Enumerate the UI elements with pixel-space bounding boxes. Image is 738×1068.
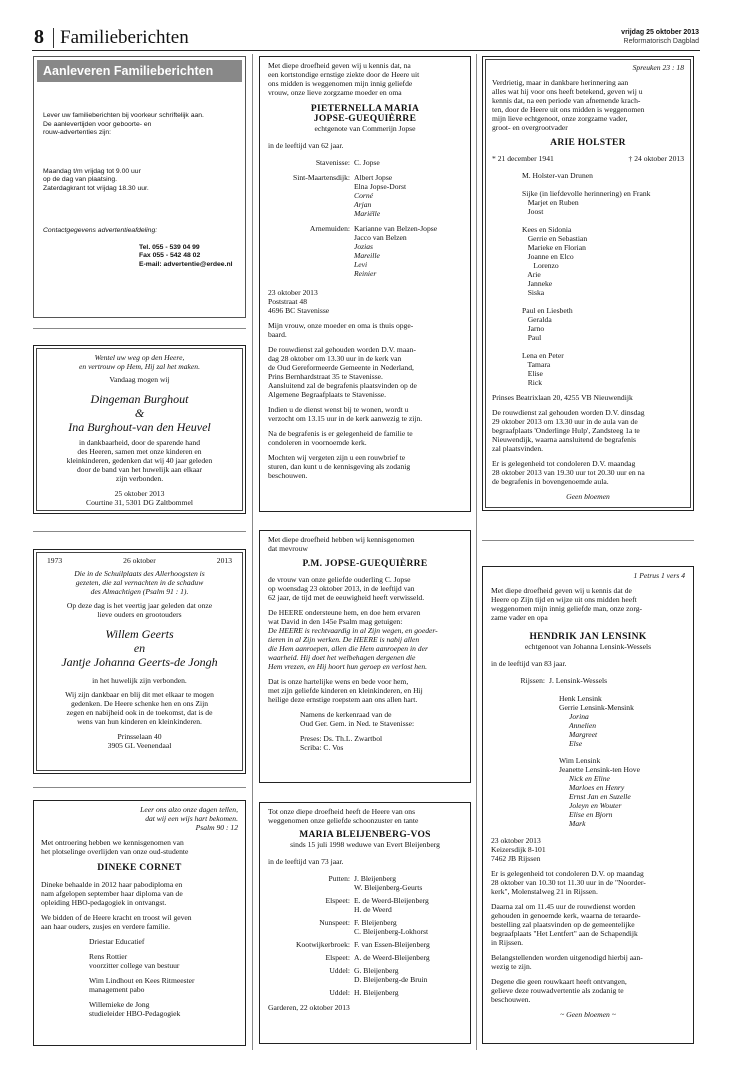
verse: Spreuken 23 : 18 [632, 63, 684, 72]
body-text: Mochten wij vergeten zijn u een rouwbrief te sturen, dan kunt u de kennisgeving als zodanig beschouwen. [268, 453, 411, 480]
family-member: Paul [522, 333, 542, 342]
family-member: Elise [522, 369, 543, 378]
family-member: Geralda [522, 315, 552, 324]
family-member: Joanne en Elco [522, 252, 574, 261]
header-date: vrijdag 25 oktober 2013 [621, 29, 699, 36]
family-member: Kees en Sidonia [522, 225, 572, 234]
ampersand: & [134, 406, 145, 420]
verse: Wentel uw weg op den Heere, en vertrouw op Hem, Hij zal het maken. [79, 353, 200, 371]
address: Prinsselaan 40 3905 GL Veenendaal [107, 732, 172, 750]
header-divider [53, 28, 54, 48]
intro-text: Vandaag mogen wij [109, 375, 170, 384]
ad-jopse-church [259, 530, 471, 783]
age: in de leeftijd van 73 jaar. [268, 857, 344, 866]
family-member: Arie [522, 270, 541, 279]
header-paper: Reformatorisch Dagblad [623, 38, 699, 45]
signatories: Preses: Ds. Th.L. Zwartbol Scriba: C. Vos [300, 734, 383, 752]
intro-text: Met diepe droefheid hebben wij kennisgenomen dat mevrouw [268, 535, 415, 553]
body-text: Indien u de dienst wenst bij te wonen, wordt u verzocht om 13.15 uur in de kerk aanwezig te zijn. [268, 405, 423, 423]
ad-geerts [33, 549, 246, 774]
divider [482, 540, 694, 541]
body-text: Dat is onze hartelijke wens en bede voor hem, met zijn geliefde kinderen en kleinkinderen, en Hij heilige deze ernstige roepstem aan ons allen hart. [268, 677, 423, 704]
body-text: Mijn vrouw, onze moeder en oma is thuis opge- baard. [268, 321, 414, 339]
address: Prinses Beatrixlaan 20, 4255 VB Nieuwendijk [492, 393, 633, 402]
divider [33, 328, 246, 329]
subtitle: echtgenote van Commerijn Jopse [314, 124, 416, 133]
family-member: M. Holster-van Drunen [522, 171, 593, 180]
ad-lensink [482, 566, 694, 1044]
body-text: Er is gelegenheid tot condoleren D.V. op maandag 28 oktober van 10.30 tot 11.30 uur in de "Noorder- kerk", Molenstalweg 21 in Rijssen. [491, 869, 646, 896]
body-text: Degene die geen rouwkaart heeft ontvangen, gelieve deze rouwadvertentie als zodanig te beschouwen. [491, 977, 627, 1004]
deceased-name: JOPSE-GUEQUIÈRRE [313, 114, 417, 124]
mid-text: in het huwelijk zijn verbonden. [92, 676, 187, 685]
couple-name-1: Dingeman Burghout [90, 392, 189, 406]
family-member: Janneke [522, 279, 553, 288]
couple-name-1: Willem Geerts [105, 627, 174, 641]
deceased-name: HENDRIK JAN LENSINK [529, 632, 647, 642]
column-divider [476, 54, 477, 1050]
ad-bleijenberg [259, 802, 471, 1044]
info-text: Lever uw familieberichten bij voorkeur schriftelijk aan. De aanlevertijden voor geboorte- en rouw-advertenties zijn: [43, 112, 204, 136]
age: in de leeftijd van 62 jaar. [268, 141, 344, 150]
body-text: de vrouw van onze geliefde ouderling C. Jopse op woensdag 23 oktober 2013, in de leeftijd van 62 jaar, de tijd met de eeuwigheid heeft verwisseld. [268, 575, 425, 602]
section-title: Familieberichten [60, 27, 189, 48]
family-member: Gerrie en Sebastian [522, 234, 588, 243]
intro-text: Met ontroering hebben we kennisgenomen van het plotselinge overlijden van onze oud-studente [41, 838, 189, 856]
body-text: We bidden of de Heere kracht en troost wil geven aan haar ouders, zusjes en verdere familie. [41, 913, 192, 931]
contact-label: Contactgegevens advertentieafdeling: [43, 227, 158, 234]
family-member: Rick [522, 378, 543, 387]
date-line: 1973 26 oktober 2013 [47, 556, 232, 565]
page-number: 8 [34, 26, 44, 48]
family-member: Joost [522, 207, 544, 216]
address: 23 oktober 2013 Poststraat 48 4696 BC Stavenisse [268, 288, 330, 315]
family-member [522, 180, 684, 189]
family-member [522, 216, 684, 225]
deceased-name: DINEKE CORNET [97, 863, 182, 873]
verse: 1 Petrus 1 vers 4 [633, 571, 685, 580]
couple-name-2: Jantje Johanna Geerts-de Jongh [61, 655, 218, 669]
family-list: Putten: J. Bleijenberg W. Bleijenberg-Geurts Elspeet: E. de Weerd-Bleijenberg H. de Weerd Nunspeet: F. Bleijenberg C. Bleijenberg-Lokhorst Kootwijkerbroek: F. van Essen-Bleijenberg Elspeet: A. de Weerd-Bleijenberg Uddel: G. Bleijenberg D. Bleijenberg-de Bruin Uddel: H. Bleijenberg [296, 874, 430, 997]
info-box [33, 56, 246, 318]
deceased-name: PIETERNELLA MARIA [310, 104, 420, 114]
body-text: in dankbaarheid, door de sparende hand des Heeren, samen met onze kinderen en kleinkinderen, gedenken dat wij 40 jaar geleden door de band van het huwelijk aan elkaar zijn verbonden. [66, 438, 213, 483]
body-text: Daarna zal om 11.45 uur de rouwdienst worden gehouden in genoemde kerk, waarna de teraarde- bestelling zal plaatsvinden op de gemeentelijke begraafplaats "Het Lentfert" aan de Schapendijk in Rijssen. [491, 902, 641, 947]
family-member: Sijke (in liefdevolle herinnering) en Frank [522, 189, 651, 198]
column-divider [252, 54, 253, 1050]
subtitle: sinds 15 juli 1998 weduwe van Evert Bleijenberg [290, 840, 440, 849]
family-member: Tamara [522, 360, 551, 369]
intro-text: Met diepe droefheid geven wij u kennis dat de Heere op Zijn tijd en wijze uit ons midden heeft weggenomen mijn innig geliefde man, onze zorg- zame vader en opa [491, 586, 643, 622]
body-text: De rouwdienst zal gehouden worden D.V. maan- dag 28 oktober om 13.30 uur in de kerk van de Oud Gereformeerde Gemeente in Nederland, Prins Bernhardstraat 35 te Stavenisse. Aansluitend zal de begrafenis plaatsvinden op de Algemene Begraafplaats te Stavenisse. [268, 345, 417, 399]
conjunction: en [133, 641, 146, 655]
family-member: Lena en Peter [522, 351, 564, 360]
ad-cornet [33, 800, 246, 1046]
intro-text: Op deze dag is het veertig jaar geleden dat onze lieve ouders en grootouders [66, 601, 213, 619]
age: in de leeftijd van 83 jaar. [491, 659, 567, 668]
family-list: Stavenisse: C. Jopse Sint-Maartensdijk: Albert Jopse Elna Jopse-Dorst Corné Arjan Mariëlle Arnemuiden: Karianne van Belzen-Jopse Jacco van Belzen Jozias Mareille Levi Reinier [293, 158, 438, 278]
family-member: Siska [522, 288, 545, 297]
body-text: Dineke behaalde in 2012 haar pabodiploma en nam afgelopen september haar diploma van de opleiding HBO-pedagogiek in ontvangst. [41, 880, 183, 907]
address: 23 oktober 2013 Keizersdijk 8-101 7462 JB Rijssen [491, 836, 546, 863]
family-member [522, 297, 684, 306]
intro-text: Met diepe droefheid geven wij u kennis dat, na een kortstondige ernstige ziekte door de Heere uit ons midden is weggenomen mijn innig geliefde vrouw, onze lieve zorgzame moeder en oma [268, 61, 420, 97]
ad-holster [482, 56, 694, 511]
family-member: Lorenzo [522, 261, 559, 270]
divider [33, 787, 246, 788]
family-member [522, 342, 684, 351]
deceased-name: MARIA BLEIJENBERG-VOS [299, 830, 431, 840]
address: 25 oktober 2013 Courtine 31, 5301 DG Zaltbommel [86, 489, 193, 507]
signature-line: Namens de kerkenraad van de Oud Ger. Gem. in Ned. te Stavenisse: [300, 710, 415, 728]
info-title: Aanleveren Familieberichten [37, 60, 242, 82]
body-text: Wij zijn dankbaar en blij dit met elkaar te mogen gedenken. De Heere schenke hen en ons Zijn zegen en nabijheid ook in de toekomst, dat is de wens van hun kinderen en kleinkinderen. [65, 690, 214, 726]
verse: Leer ons alzo onze dagen tellen, dat wij een wijs hart bekomen. Psalm 90 : 12 [140, 805, 238, 832]
family-member: Marjet en Ruben [522, 198, 579, 207]
signatories: Driestar Educatief Rens Rottier voorzitter college van bestuur Wim Lindhout en Kees Ritmeester management pabo Willemieke de Jong studieleider HBO-Pedagogiek [89, 937, 195, 1018]
body-text: De rouwdienst zal gehouden worden D.V. dinsdag 29 oktober 2013 om 13.30 uur in de aula van de begraafplaats 'Onderlinge Hulp', Zandsteeg 1a te Nieuwendijk, waarna aansluitend de begrafenis zal plaatsvinden. [492, 408, 645, 453]
body-text: Belangstellenden worden uitgenodigd hierbij aan- wezig te zijn. [491, 953, 643, 971]
body-text: De HEERE ondersteune hem, en doe hem ervaren wat David in den 145e Psalm mag getuigen: De HEERE is rechtvaardig in al Zijn wegen, en goeder- tieren in al Zijn werken. De HEERE is nabij allen die Hem aanroepen, allen die Hem aanroepen in der waarheid. Hij doet het welbehagen dergenen die Hem vrezen, en Hij hoort hun geroep en verlost hen. [268, 608, 438, 671]
header-rule [32, 50, 700, 51]
couple-name-2: Ina Burghout-van den Heuvel [68, 420, 211, 434]
place-date: Garderen, 22 oktober 2013 [268, 1003, 350, 1012]
deceased-name: P.M. JOPSE-GUEQUIÈRRE [302, 559, 428, 569]
deceased-name: ARIE HOLSTER [550, 138, 626, 148]
family-member: Marieke en Florian [522, 243, 586, 252]
contact-details: Tel. 055 - 539 04 99 Fax 055 - 542 48 02 E-mail: advertentie@erdee.nl [139, 243, 233, 268]
closing: Geen bloemen [566, 492, 610, 501]
closing: ~ Geen bloemen ~ [560, 1010, 616, 1019]
verse: Die in de Schuilplaats des Allerhoogsten is gezeten, die zal vernachten in de schaduw des Almachtigen (Psalm 91 : 1). [74, 569, 205, 596]
family-list: Rijssen: J. Lensink-Wessels Henk Lensink Gerrie Lensink-Mensink Jorina Annelien Margreet Else Wim Lensink Jeanette Lensink-ten Hove Nick en Eline Marloes en Henry Ernst Jan en Suzelle Joleyn en Wouter Elise en Bjorn Mark [520, 676, 640, 828]
body-text: Er is gelegenheid tot condoleren D.V. maandag 28 oktober 2013 van 19.30 uur tot 20.30 uur en na de begrafenis in bovengenoemde aula. [492, 459, 645, 486]
family-member: Paul en Liesbeth [522, 306, 573, 315]
info-deadlines: Maandag t/m vrijdag tot 9.00 uur op de dag van plaatsing. Zaterdagkrant tot vrijdag 18.30 uur. [43, 167, 149, 192]
intro-text: Verdrietig, maar in dankbare herinnering aan alles wat hij voor ons heeft betekend, geven wij u kennis dat, na een periode van afnemende krach- ten, door de Heere uit ons midden is weggenomen mijn lieve echtgenoot, onze zorgzame vader, groot- en overgrootvader [492, 78, 645, 132]
body-text: Na de begrafenis is er gelegenheid de familie te condoleren in voornoemde kerk. [268, 429, 413, 447]
divider [33, 531, 246, 532]
family-list [492, 171, 684, 387]
subtitle: echtgenoot van Johanna Lensink-Wessels [524, 642, 652, 651]
ad-burghout [33, 345, 246, 514]
family-member: Jarno [522, 324, 545, 333]
ad-jopse-family [259, 56, 471, 512]
dates: * 21 december 1941 † 24 oktober 2013 [492, 154, 684, 163]
intro-text: Tot onze diepe droefheid heeft de Heere van ons weggenomen onze geliefde schoonzuster en tante [268, 807, 419, 825]
